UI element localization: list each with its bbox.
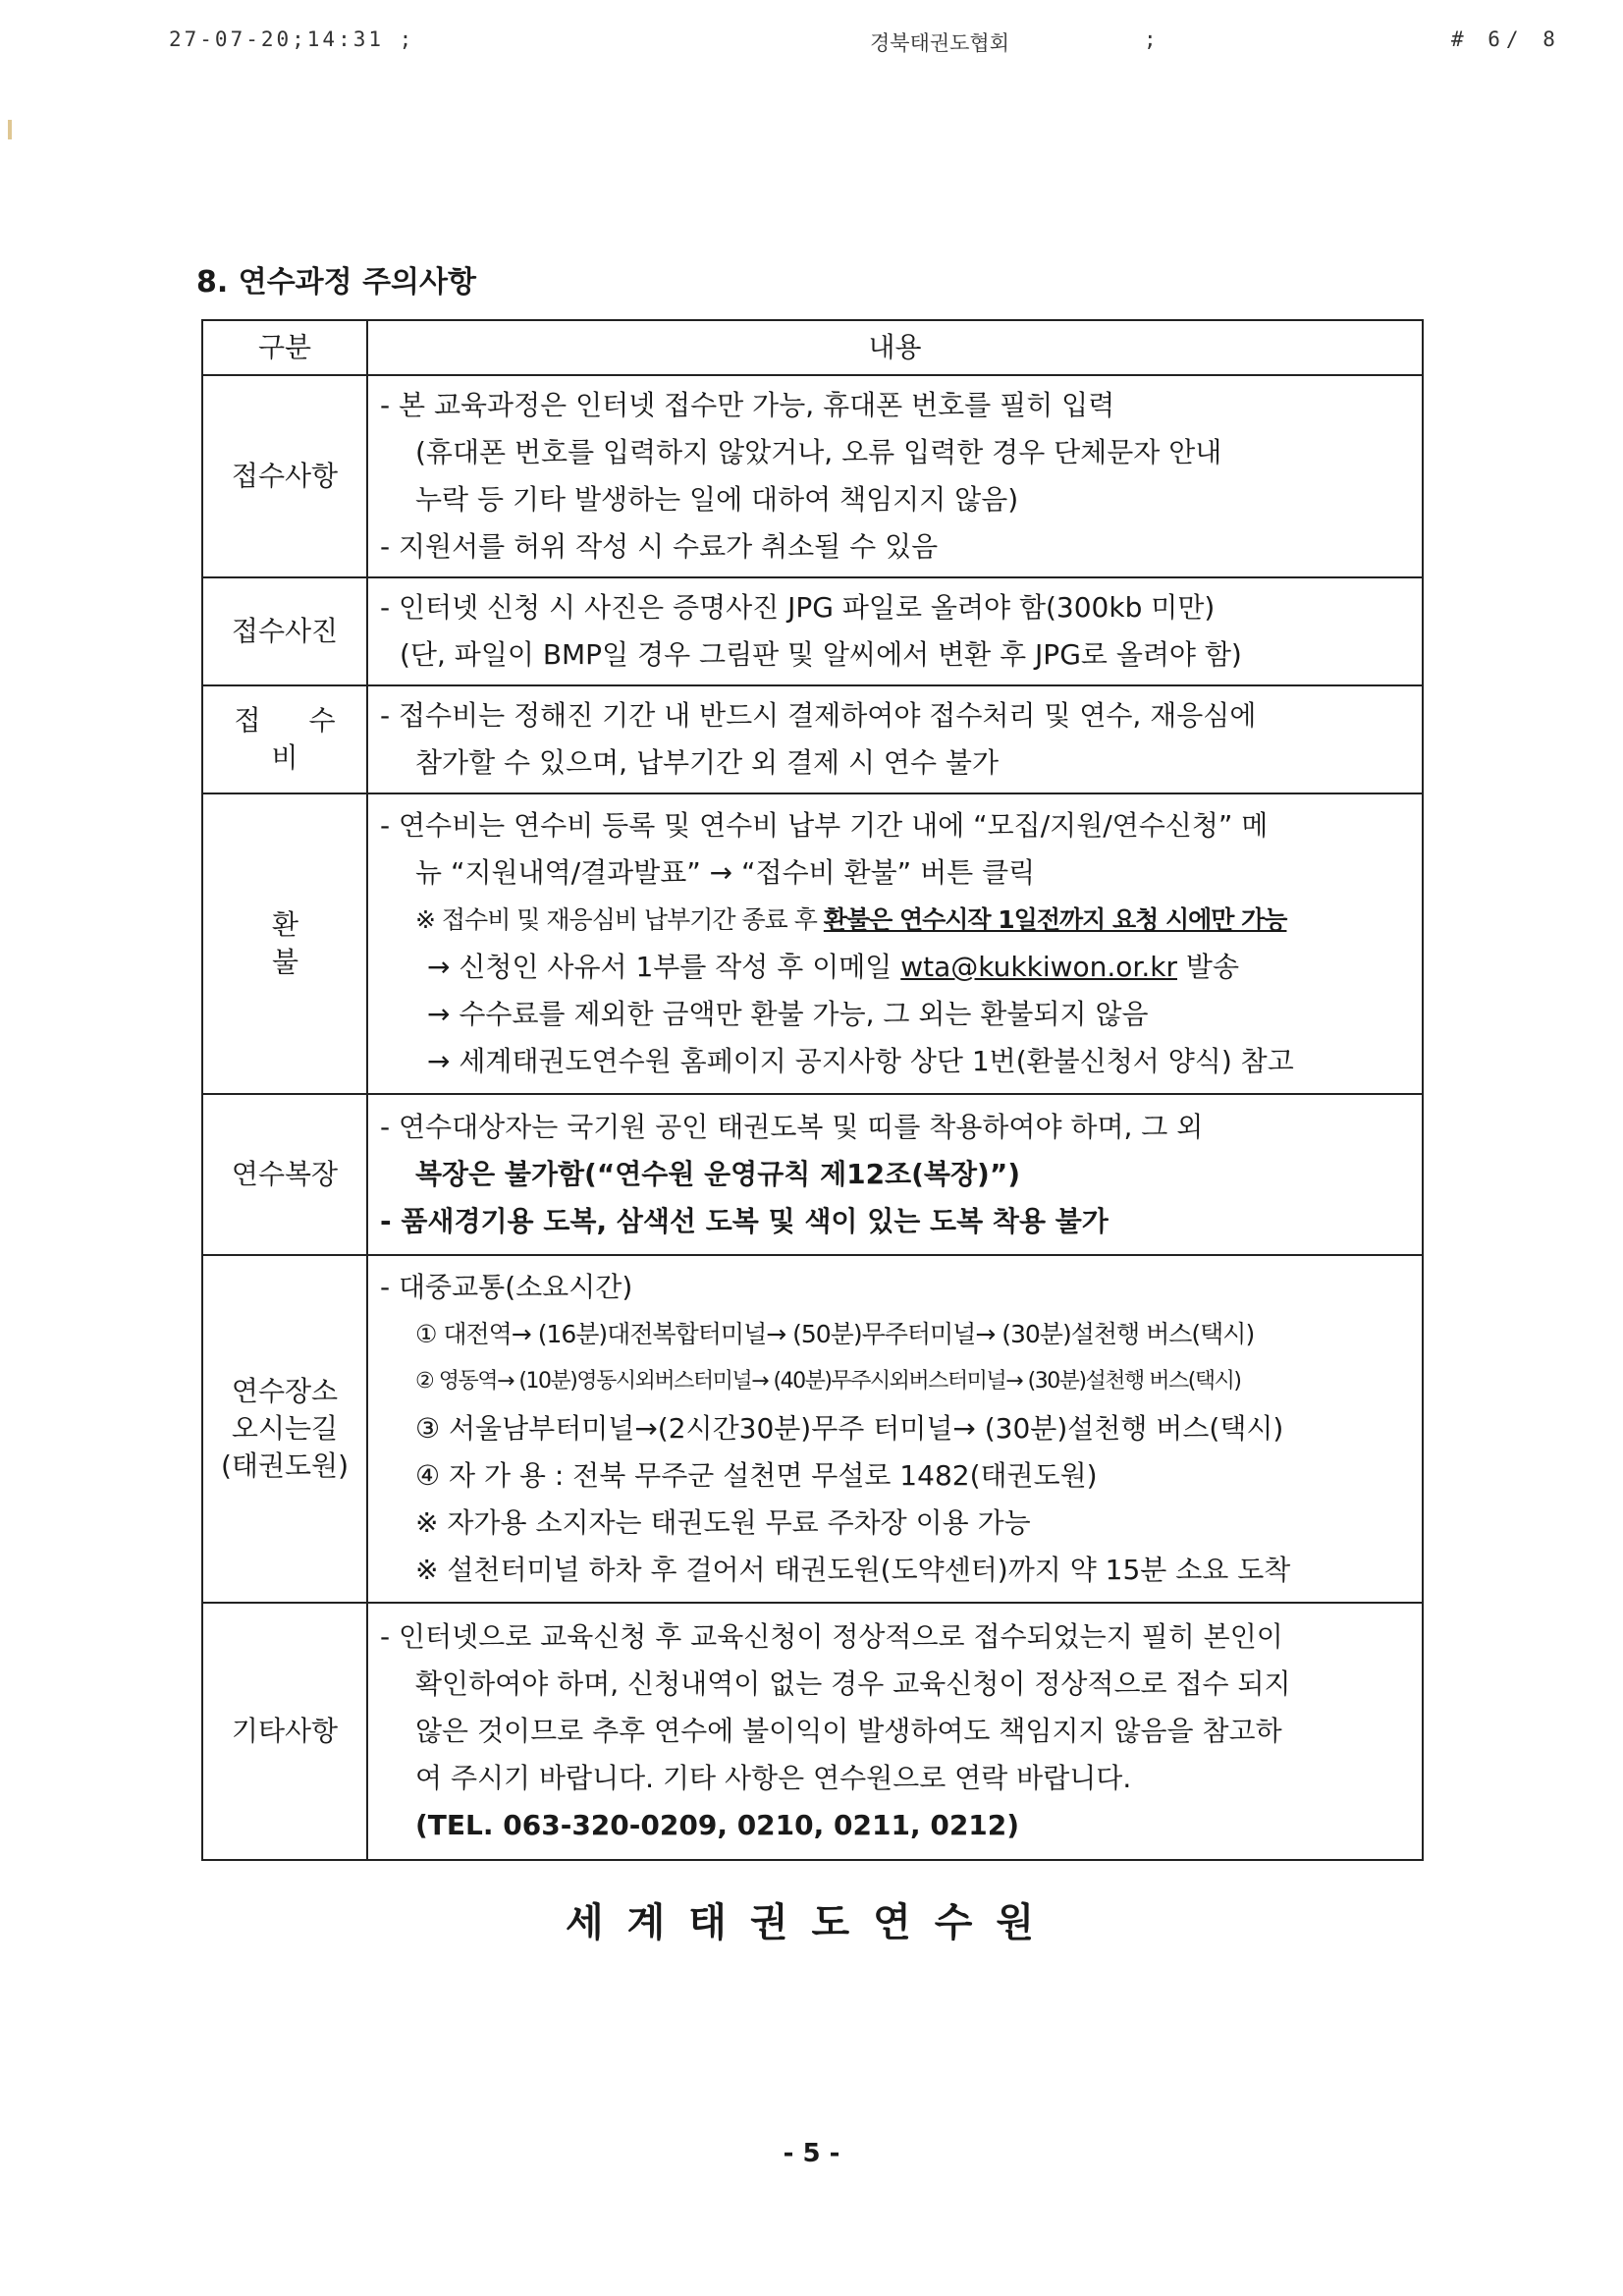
- table-row: [202, 1603, 1423, 1860]
- row-content: [367, 1603, 1423, 1860]
- content-line: - 본 교육과정은 인터넷 접수만 가능, 휴대폰 번호를 필히 입력: [380, 389, 1115, 421]
- fax-separator: ;: [1144, 27, 1157, 51]
- row-content: [367, 1094, 1423, 1255]
- fax-header: [0, 27, 1623, 67]
- content-line: ③ 서울남부터미널→(2시간30분)무주 터미널→ (30분)설천행 버스(택시): [415, 1412, 1284, 1445]
- content-line: ④ 자 가 용 : 전북 무주군 설천면 무설로 1482(태권도원): [415, 1459, 1098, 1492]
- category-line: (태권도원): [220, 1449, 350, 1482]
- content-line: - 접수비는 정해진 기간 내 반드시 결제하여야 접수처리 및 연수, 재응심에: [380, 699, 1257, 732]
- notes-table: [201, 319, 1424, 1861]
- header-category: 구분: [202, 320, 367, 375]
- content-line: - 인터넷으로 교육신청 후 교육신청이 정상적으로 접수되었는지 필히 본인이: [380, 1620, 1283, 1653]
- row-content: [367, 793, 1423, 1094]
- content-line: - 연수대상자는 국기원 공인 태권도복 및 띠를 착용하여야 하며, 그 외: [380, 1111, 1204, 1143]
- content-line: - 대중교통(소요시간): [380, 1271, 633, 1303]
- content-line: - 연수비는 연수비 등록 및 연수비 납부 기간 내에 “모집/지원/연수신청” 메: [380, 809, 1269, 842]
- refund-deadline: 환불은 연수시작 1일전까지 요청 시에만 가능: [823, 905, 1287, 934]
- row-category: 연수복장: [202, 1094, 367, 1255]
- content-line: → 수수료를 제외한 금액만 환불 가능, 그 외는 환불되지 않음: [427, 998, 1149, 1030]
- row-category: 환 불: [202, 793, 367, 1094]
- row-content: [367, 375, 1423, 577]
- content-line: ② 영동역→ (10분)영동시외버스터미널→ (40분)무주시외버스터미널→ (30분)설천행 버스(택시): [415, 1369, 1241, 1394]
- content-line: (단, 파일이 BMP일 경우 그림판 및 알씨에서 변환 후 JPG로 올려야 함): [400, 638, 1242, 671]
- content-line: 복장은 불가함(“연수원 운영규칙 제12조(복장)”): [415, 1158, 1021, 1190]
- fax-timestamp: 27-07-20;14:31 ;: [169, 27, 415, 51]
- page-number: - 5 -: [783, 2139, 840, 2168]
- row-category: [202, 1255, 367, 1603]
- row-content: [367, 577, 1423, 685]
- contact-phone: (TEL. 063-320-0209, 0210, 0211, 0212): [415, 1809, 1020, 1841]
- fax-page-count: # 6/ 8: [1451, 27, 1561, 51]
- table-header-row: [202, 320, 1423, 375]
- content-line: (휴대폰 번호를 입력하지 않았거나, 오류 입력한 경우 단체문자 안내: [415, 436, 1222, 468]
- fax-sender: 경북태권도협회: [870, 31, 1010, 55]
- email-suffix: 발송: [1177, 951, 1239, 983]
- table-row: [202, 375, 1423, 577]
- section-title: 8. 연수과정 주의사항: [196, 265, 476, 300]
- content-line: 확인하여야 하며, 신청내역이 없는 경우 교육신청이 정상적으로 접수 되지: [415, 1667, 1291, 1700]
- category-line: 연수장소: [231, 1375, 339, 1407]
- table-row: [202, 1094, 1423, 1255]
- content-line: 참가할 수 있으며, 납부기간 외 결제 시 연수 불가: [415, 746, 1000, 779]
- row-content: [367, 1255, 1423, 1603]
- table-row: [202, 1255, 1423, 1603]
- content-line: - 인터넷 신청 시 사진은 증명사진 JPG 파일로 올려야 함(300kb 미만): [380, 591, 1216, 624]
- content-line: 뉴 “지원내역/결과발표” → “접수비 환불” 버튼 클릭: [415, 856, 1036, 889]
- organization-name: 세계태권도연수원: [565, 1900, 1058, 1945]
- row-category: 접수사항: [202, 375, 367, 577]
- table-row: [202, 577, 1423, 685]
- email-link[interactable]: wta@kukkiwon.or.kr: [900, 951, 1177, 983]
- content-line: 누락 등 기타 발생하는 일에 대하여 책임지지 않음): [415, 483, 1019, 516]
- row-category: 접수사진: [202, 577, 367, 685]
- content-line: 않은 것이므로 추후 연수에 불이익이 발생하여도 책임지지 않음을 참고하: [415, 1715, 1282, 1747]
- row-category: 접 수 비: [202, 685, 367, 793]
- email-instruction: → 신청인 사유서 1부를 작성 후 이메일: [427, 951, 901, 983]
- table-row: [202, 685, 1423, 793]
- refund-note: ※ 접수비 및 재응심비 납부기간 종료 후: [415, 905, 824, 934]
- content-line: ① 대전역→ (16분)대전복합터미널→ (50분)무주터미널→ (30분)설천행 버스(택시): [415, 1320, 1255, 1348]
- row-category: 기타사항: [202, 1603, 367, 1860]
- content-line: [380, 944, 1412, 991]
- content-line: ※ 설천터미널 하차 후 걸어서 태권도원(도약센터)까지 약 15분 소요 도착: [415, 1554, 1291, 1586]
- header-content: 내용: [367, 320, 1423, 375]
- content-line: → 세계태권도연수원 홈페이지 공지사항 상단 1번(환불신청서 양식) 참고: [427, 1045, 1294, 1077]
- content-line: ※ 자가용 소지자는 태권도원 무료 주차장 이용 가능: [415, 1506, 1031, 1539]
- content-line: 여 주시기 바랍니다. 기타 사항은 연수원으로 연락 바랍니다.: [415, 1762, 1132, 1794]
- content-line: [380, 897, 1412, 944]
- content-line: - 품새경기용 도복, 삼색선 도복 및 색이 있는 도복 착용 불가: [380, 1205, 1109, 1237]
- row-content: [367, 685, 1423, 793]
- content-line: - 지원서를 허위 작성 시 수료가 취소될 수 있음: [380, 530, 939, 563]
- table-row: [202, 793, 1423, 1094]
- scan-edge-mark: [8, 120, 12, 139]
- category-line: 오시는길: [231, 1412, 339, 1445]
